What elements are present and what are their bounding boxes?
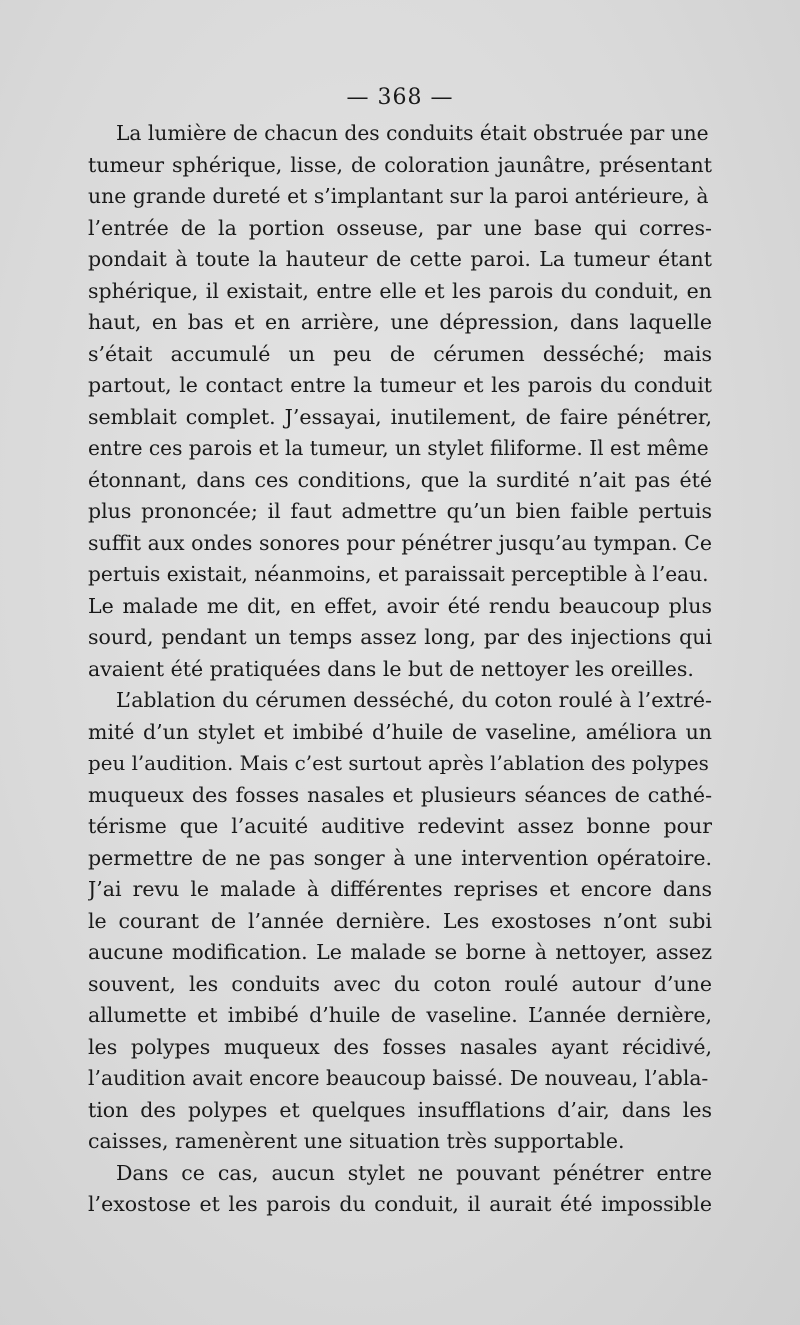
text-line: tion des polypes et quelques insufflations d’air, dans les: [88, 1097, 712, 1122]
text-line: allumette et imbibé d’huile de vaseline. L’année dernière,: [88, 1003, 712, 1027]
text-line: peu l’audition. Mais c’est surtout après l’ablation des polypes: [88, 752, 709, 775]
text-line: muqueux des fosses nasales et plusieurs séances de cathé-: [88, 782, 712, 807]
text-line: haut, en bas et en arrière, une dépression, dans laquelle: [88, 310, 712, 334]
text-line: semblait complet. J’essayai, inutilement, de faire pénétrer,: [88, 404, 712, 429]
text-line: pondait à toute la hauteur de cette paroi. La tumeur étant: [88, 247, 712, 271]
text-line: tumeur sphérique, lisse, de coloration jaunâtre, présentant: [88, 152, 712, 177]
text-line: permettre de ne pas songer à une intervention opératoire.: [88, 845, 712, 870]
paragraph-3: [88, 1158, 712, 1221]
text-line: L’ablation du cérumen desséché, du coton roulé à l’extré-: [116, 688, 712, 712]
text-line: l’exostose et les parois du conduit, il aurait été impossible: [88, 1192, 712, 1216]
text-line: Le malade me dit, en effet, avoir été rendu beaucoup plus: [88, 593, 712, 618]
text-line: sphérique, il existait, entre elle et les parois du conduit, en: [88, 278, 712, 303]
page-number: — 368 —: [346, 85, 454, 110]
text-line: l’entrée de la portion osseuse, par une base qui corres-: [88, 215, 712, 240]
paragraph-2: [88, 685, 712, 1158]
text-line: partout, le contact entre la tumeur et les parois du conduit: [88, 373, 712, 397]
text-line: La lumière de chacun des conduits était obstruée par une: [116, 121, 709, 145]
book-page: [88, 78, 712, 1221]
text-line: avaient été pratiquées dans le but de nettoyer les oreilles.: [88, 656, 694, 681]
text-line: aucune modification. Le malade se borne à nettoyer, assez: [88, 940, 712, 964]
text-line: sourd, pendant un temps assez long, par des injections qui: [88, 625, 712, 649]
text-line: souvent, les conduits avec du coton roulé autour d’une: [88, 971, 712, 996]
text-line: mité d’un stylet et imbibé d’huile de vaseline, améliora un: [88, 719, 712, 744]
text-line: entre ces parois et la tumeur, un stylet filiforme. Il est même: [88, 436, 709, 460]
paragraph-1: [88, 118, 712, 685]
text-line: térisme que l’acuité auditive redevint assez bonne pour: [88, 814, 712, 838]
text-line: une grande dureté et s’implantant sur la paroi antérieure, à: [88, 184, 709, 208]
text-line: le courant de l’année dernière. Les exostoses n’ont subi: [88, 908, 712, 933]
text-line: plus prononcée; il faut admettre qu’un bien faible pertuis: [88, 499, 712, 523]
text-line: étonnant, dans ces conditions, que la surdité n’ait pas été: [88, 467, 712, 492]
text-line: suffit aux ondes sonores pour pénétrer jusqu’au tympan. Ce: [88, 530, 712, 555]
text-line: pertuis existait, néanmoins, et paraissait perceptible à l’eau.: [88, 562, 709, 586]
text-line: l’audition avait encore beaucoup baissé. De nouveau, l’abla-: [88, 1066, 709, 1090]
text-line: caisses, ramenèrent une situation très supportable.: [88, 1129, 625, 1153]
text-line: J’ai revu le malade à différentes reprises et encore dans: [88, 877, 712, 901]
text-line: s’était accumulé un peu de cérumen desséché; mais: [88, 341, 712, 366]
text-line: Dans ce cas, aucun stylet ne pouvant pénétrer entre: [116, 1160, 712, 1185]
text-line: les polypes muqueux des fosses nasales ayant récidivé,: [88, 1034, 712, 1059]
